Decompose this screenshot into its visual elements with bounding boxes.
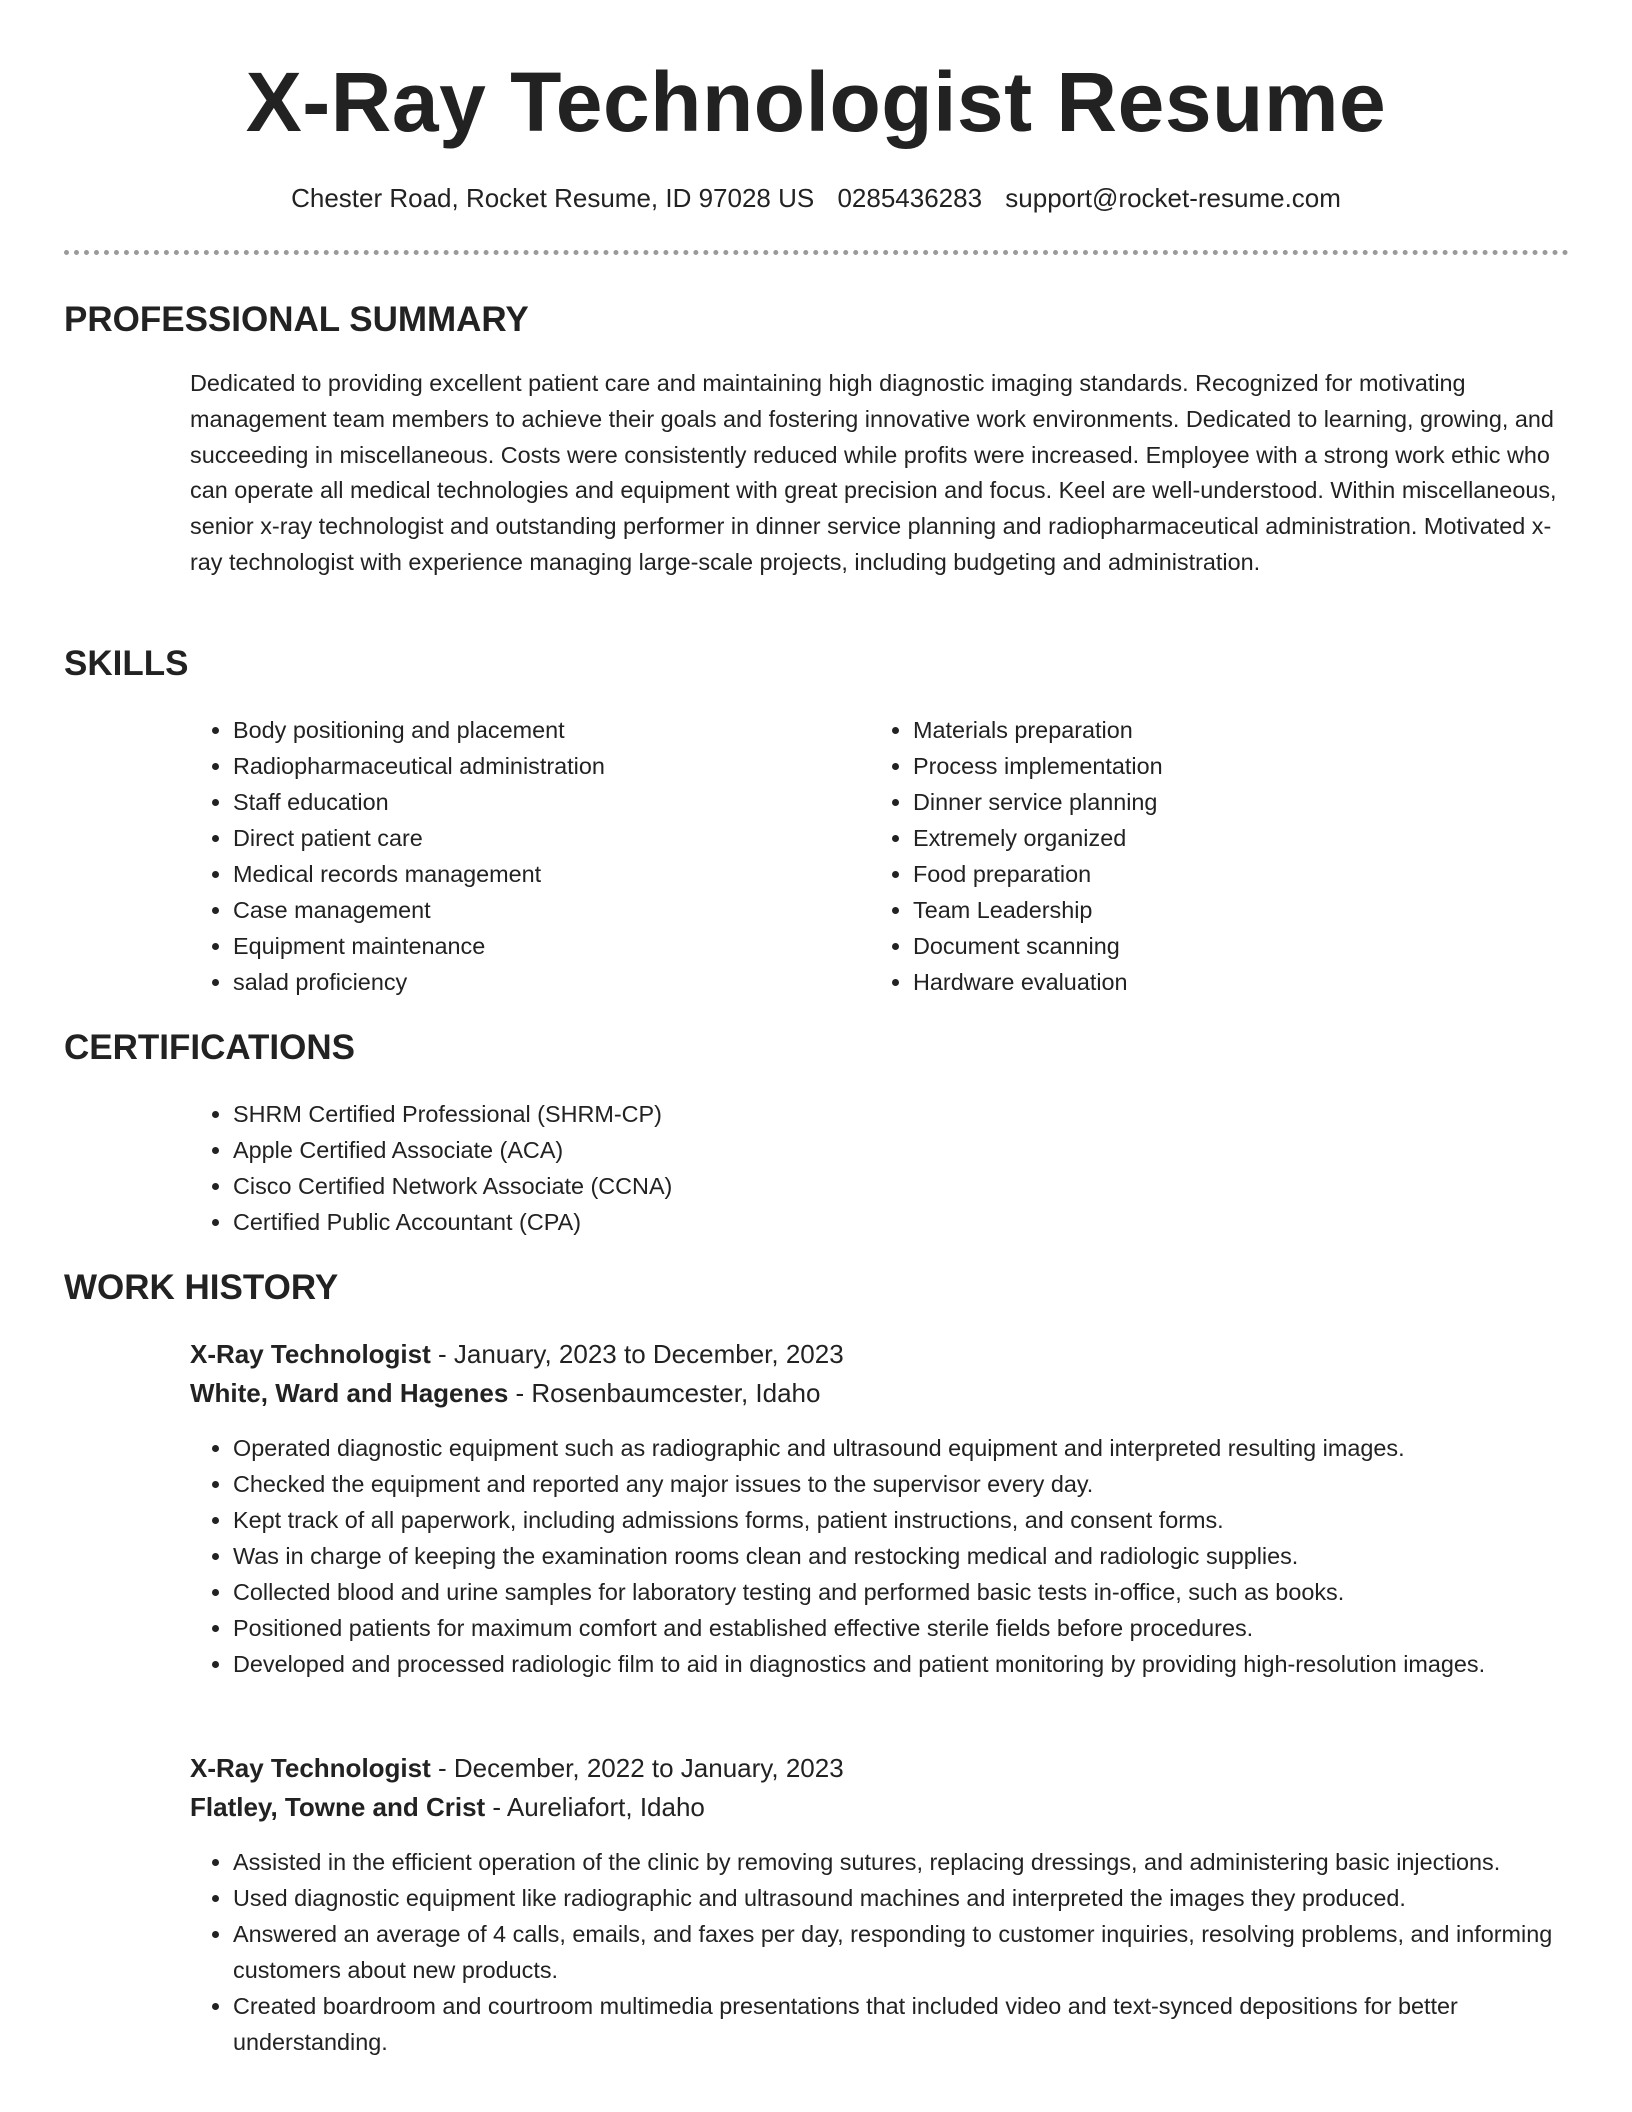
job-bullet: • Developed and processed radiologic film to aid in diagnostics and patient monitoring by providing high-resolution images. [233, 1646, 1613, 1682]
job-bullet: • Created boardroom and courtroom multimedia presentations that included video and text-synced depositions for better understanding. [233, 1988, 1613, 2060]
address: Chester Road, Rocket Resume, ID 97028 US [291, 183, 815, 213]
work-history-heading: WORK HISTORY [64, 1268, 339, 1307]
summary-text: Dedicated to providing excellent patient care and maintaining high diagnostic imaging standards. Recognized for motivating management team members to achieve their goals and fostering innovative work environments. Dedicated to learning, growing, and succeeding in miscellaneous. Costs were consistently reduced while profits were increased. Employee with a strong work ethic who can operate all medical technologies and equipment with great precision and focus. Keel are well-understood. Within miscellaneous, senior x-ray technologist and outstanding performer in dinner service planning and radiopharmaceutical administration. Motivated x-ray technologist with experience managing large-scale projects, including budgeting and administration. [190, 370, 1557, 575]
skill-item: • Hardware evaluation [913, 964, 1513, 1000]
job-bullet: • Checked the equipment and reported any major issues to the supervisor every day. [233, 1466, 1613, 1502]
job-bullet: • Was in charge of keeping the examination rooms clean and restocking medical and radiologic supplies. [233, 1538, 1613, 1574]
job-bullet: • Positioned patients for maximum comfort and established effective sterile fields before procedures. [233, 1610, 1613, 1646]
certification-item: • Cisco Certified Network Associate (CCNA) [233, 1168, 1533, 1204]
job-bullet: • Assisted in the efficient operation of the clinic by removing sutures, replacing dressings, and administering basic injections. [233, 1844, 1613, 1880]
skill-item: • Materials preparation [913, 712, 1513, 748]
skill-item: • salad proficiency [233, 964, 833, 1000]
skill-item: • Equipment maintenance [233, 928, 833, 964]
skill-item: • Body positioning and placement [233, 712, 833, 748]
skill-item: • Dinner service planning [913, 784, 1513, 820]
certification-item: • SHRM Certified Professional (SHRM-CP) [233, 1096, 1533, 1132]
job-bullet: • Kept track of all paperwork, including admissions forms, patient instructions, and consent forms. [233, 1502, 1613, 1538]
skills-list-right [870, 712, 1513, 1000]
skill-item: • Food preparation [913, 856, 1513, 892]
skill-item: • Radiopharmaceutical administration [233, 748, 833, 784]
job-dates: - December, 2022 to January, 2023 [430, 1753, 844, 1783]
skills-heading: SKILLS [64, 644, 189, 683]
job-location: - Aureliafort, Idaho [485, 1792, 705, 1822]
certifications-list [190, 1096, 1533, 1240]
job-dates: - January, 2023 to December, 2023 [430, 1339, 844, 1369]
certification-item: • Certified Public Accountant (CPA) [233, 1204, 1533, 1240]
job-bullets [190, 1430, 1613, 1682]
certifications-heading: CERTIFICATIONS [64, 1028, 356, 1067]
job-bullet: • Collected blood and urine samples for laboratory testing and performed basic tests in-office, such as books. [233, 1574, 1613, 1610]
skill-item: • Direct patient care [233, 820, 833, 856]
summary-heading: PROFESSIONAL SUMMARY [64, 300, 529, 339]
certification-item: • Apple Certified Associate (ACA) [233, 1132, 1533, 1168]
skill-item: • Medical records management [233, 856, 833, 892]
email: support@rocket-resume.com [1005, 183, 1341, 213]
skills-list-left [190, 712, 833, 1000]
skill-item: • Case management [233, 892, 833, 928]
job-title: X-Ray Technologist [190, 1339, 431, 1369]
resume-title: X-Ray Technologist Resume [245, 55, 1387, 149]
skill-item: • Document scanning [913, 928, 1513, 964]
job-title: X-Ray Technologist [190, 1753, 431, 1783]
header-divider [64, 250, 1569, 255]
job-bullet: • Operated diagnostic equipment such as radiographic and ultrasound equipment and interpreted resulting images. [233, 1430, 1613, 1466]
phone: 0285436283 [837, 183, 983, 213]
skill-item: • Extremely organized [913, 820, 1513, 856]
job-location: - Rosenbaumcester, Idaho [508, 1378, 821, 1408]
job-title-line [190, 1336, 844, 1372]
skill-item: • Process implementation [913, 748, 1513, 784]
contact-info [0, 180, 1632, 216]
job-company-line [190, 1789, 705, 1825]
job-title-line [190, 1750, 844, 1786]
job-bullet: • Used diagnostic equipment like radiographic and ultrasound machines and interpreted the images they produced. [233, 1880, 1613, 1916]
job-bullets [190, 1844, 1613, 2060]
job-company: White, Ward and Hagenes [190, 1378, 509, 1408]
skill-item: • Staff education [233, 784, 833, 820]
job-company: Flatley, Towne and Crist [190, 1792, 486, 1822]
skill-item: • Team Leadership [913, 892, 1513, 928]
job-company-line [190, 1375, 820, 1411]
job-bullet: • Answered an average of 4 calls, emails, and faxes per day, responding to customer inquiries, resolving problems, and informing customers about new products. [233, 1916, 1613, 1988]
